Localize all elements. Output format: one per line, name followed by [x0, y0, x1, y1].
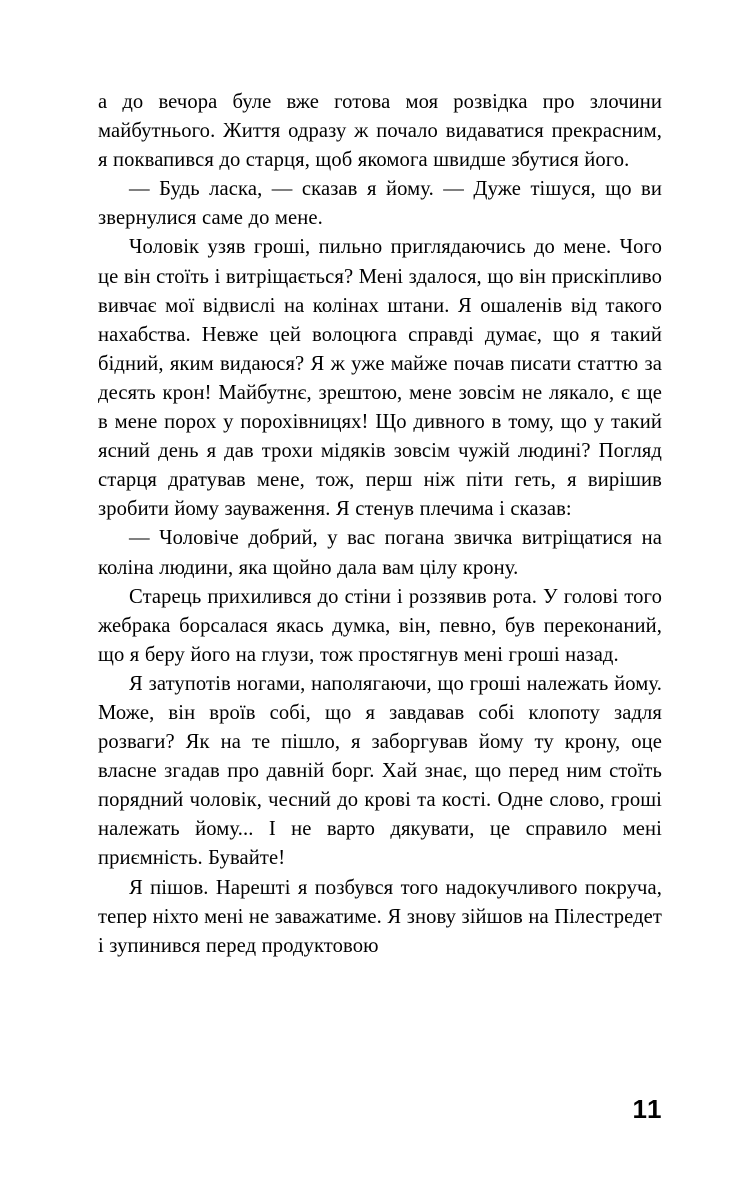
paragraph: Старець прихилився до стіни і роззявив рота. У голові того жебрака борсалася якась думка, він, певно, був переконаний, що я беру його на глузи, тож простягнув мені гроші назад. [98, 585, 662, 666]
paragraph: Чоловік узяв гроші, пильно приглядаючись до мене. Чого це він стоїть і витріщається? Мені здалося, що він прискіпливо вивчає мої відвислі на колінах штани. Я ошаленів від такого нахабства. Невже цей волоцюга справді думає, що я такий бідний, яким видаюся? Я ж уже майже почав писати статтю за десять крон! Майбутнє, зрештою, мене зовсім не лякало, є ще в мене порох у порохівницях! Що дивного в тому, що у такий ясний день я дав трохи мідяків зовсім чужій людині? Погляд старця дратував мене, тож, перш ніж піти геть, я вирішив зробити йому зауваження. Я стенув плечима і сказав: [98, 236, 662, 521]
paragraph: Я затупотів ногами, наполягаючи, що гроші належать йому. Може, він вроїв собі, що я завдавав собі клопоту задля розваги? Як на те пішло, я заборгував йому ту крону, оце власне згадав про давній борг. Хай знає, що перед ним стоїть порядний чоловік, чесний до крові та кості. Одне слово, гроші належать йому... І не варто дякувати, це справило мені приємність. Бувайте! [98, 672, 662, 870]
paragraph: а до вечора буле вже готова моя розвідка про злочини майбутнього. Життя одразу ж почало видаватися прекрасним, я поквапився до старця, щоб якомога швидше збутися його. [98, 91, 662, 172]
paragraph: — Чоловіче добрий, у вас погана звичка витріщатися на коліна людини, яка щойно дала вам цілу крону. [98, 527, 662, 579]
paragraph: Я пішов. Нарешті я позбувся того надокучливого покруча, тепер ніхто мені не заважатиме. Я знову зійшов на Пілестредет і зупинився перед продуктовою [98, 876, 662, 957]
body-text-block [98, 88, 662, 961]
paragraph: — Будь ласка, — сказав я йому. — Дуже тішуся, що ви звернулися саме до мене. [98, 178, 662, 230]
page-number: 11 [632, 1094, 663, 1124]
